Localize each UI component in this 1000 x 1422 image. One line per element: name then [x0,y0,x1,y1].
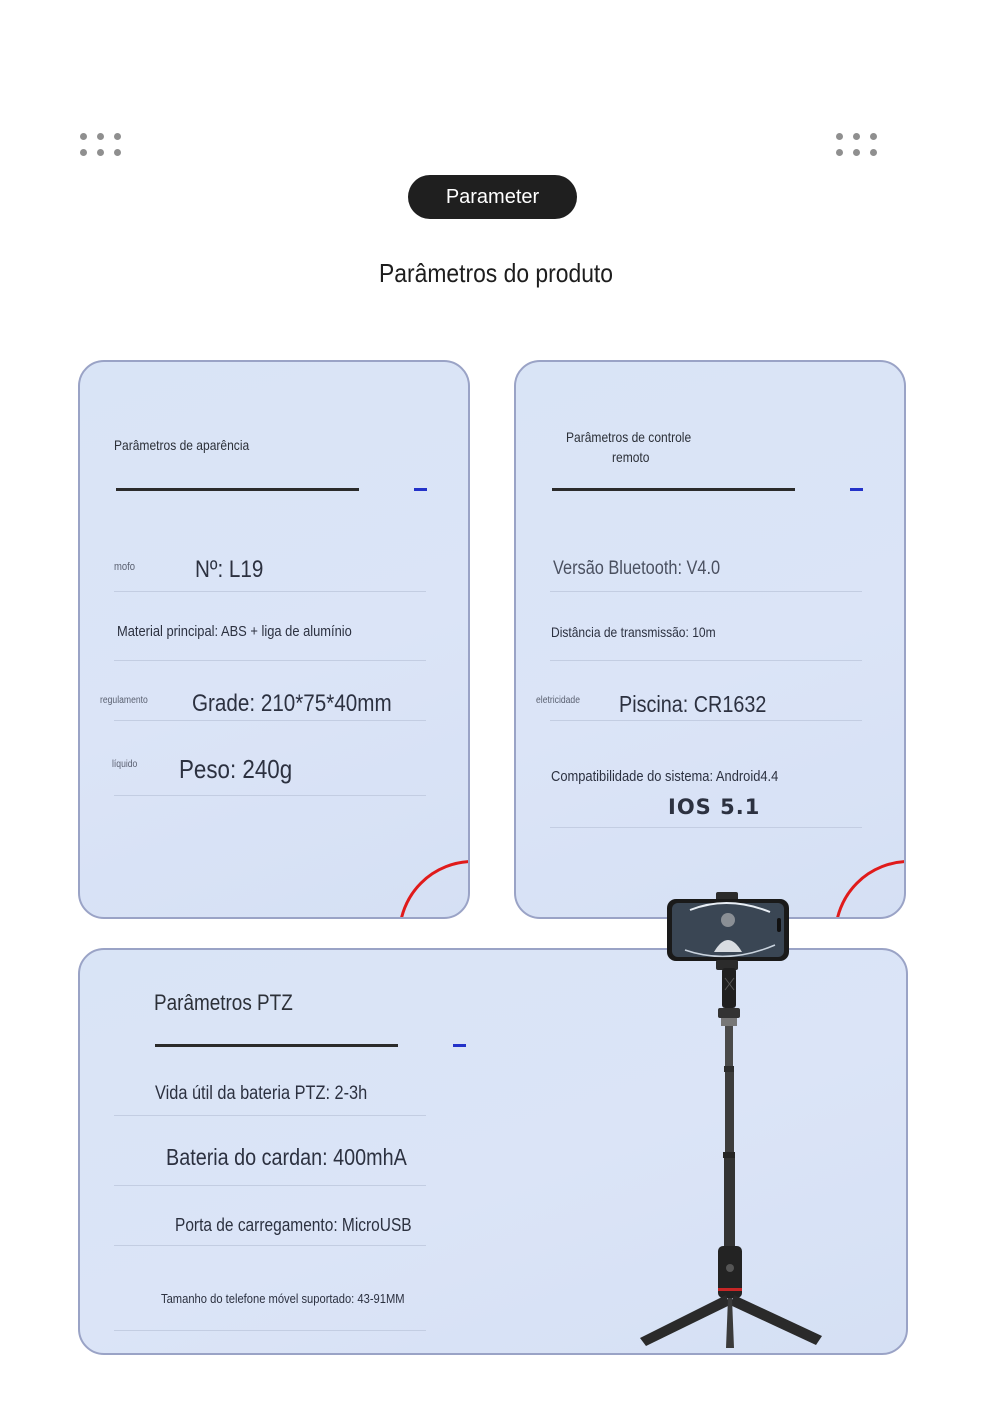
card-title: Parâmetros PTZ [154,990,293,1015]
compat-value: Compatibilidade do sistema: Android4.4 [551,768,779,785]
material-value: Material principal: ABS + liga de alumínio [117,623,352,640]
charging-port-value: Porta de carregamento: MicroUSB [175,1215,412,1235]
card-title: Parâmetros de aparência [114,437,250,453]
bluetooth-value: Versão Bluetooth: V4.0 [553,558,721,579]
row-divider [550,720,862,721]
row-tag: eletricidade [536,695,580,706]
title-underline [552,488,795,491]
red-arc-decoration [834,860,906,919]
row-divider [114,1330,426,1331]
row-tag: regulamento [100,695,148,706]
model-value: Nº: L19 [195,556,264,583]
row-divider [114,795,426,796]
accent-dash [453,1044,466,1047]
title-underline [155,1044,398,1047]
accent-dash [414,488,427,491]
card-title: Parâmetros de controle [566,429,692,445]
parameter-badge: Parameter [408,175,577,219]
red-arc-decoration [398,860,470,919]
row-tag: mofo [114,561,136,573]
row-divider [114,591,426,592]
weight-value: Peso: 240g [179,754,293,784]
row-divider [114,1115,426,1116]
distance-value: Distância de transmissão: 10m [551,624,716,640]
row-divider [114,660,426,661]
card-title-line2: remoto [612,449,650,465]
dots-grid-icon-left [80,133,122,159]
page-title: Parâmetros do produto [378,258,614,288]
gimbal-battery-value: Bateria do cardan: 400mhA [166,1144,407,1170]
ios-value: IOS 5.1 [668,795,761,819]
tripod-selfie-stick-image [630,890,840,1355]
ptz-life-value: Vida útil da bateria PTZ: 2-3h [155,1083,368,1104]
remote-card [514,360,906,919]
phone-size-value: Tamanho do telefone móvel suportado: 43-91MM [161,1291,405,1306]
row-divider [550,827,862,828]
dots-grid-icon-right [836,133,878,159]
row-divider [114,1185,426,1186]
size-value: Grade: 210*75*40mm [192,690,392,717]
row-tag: líquido [112,759,138,770]
accent-dash [850,488,863,491]
battery-value: Piscina: CR1632 [619,691,767,717]
appearance-card [78,360,470,919]
row-divider [550,660,862,661]
row-divider [114,1245,426,1246]
row-divider [114,720,426,721]
title-underline [116,488,359,491]
row-divider [550,591,862,592]
